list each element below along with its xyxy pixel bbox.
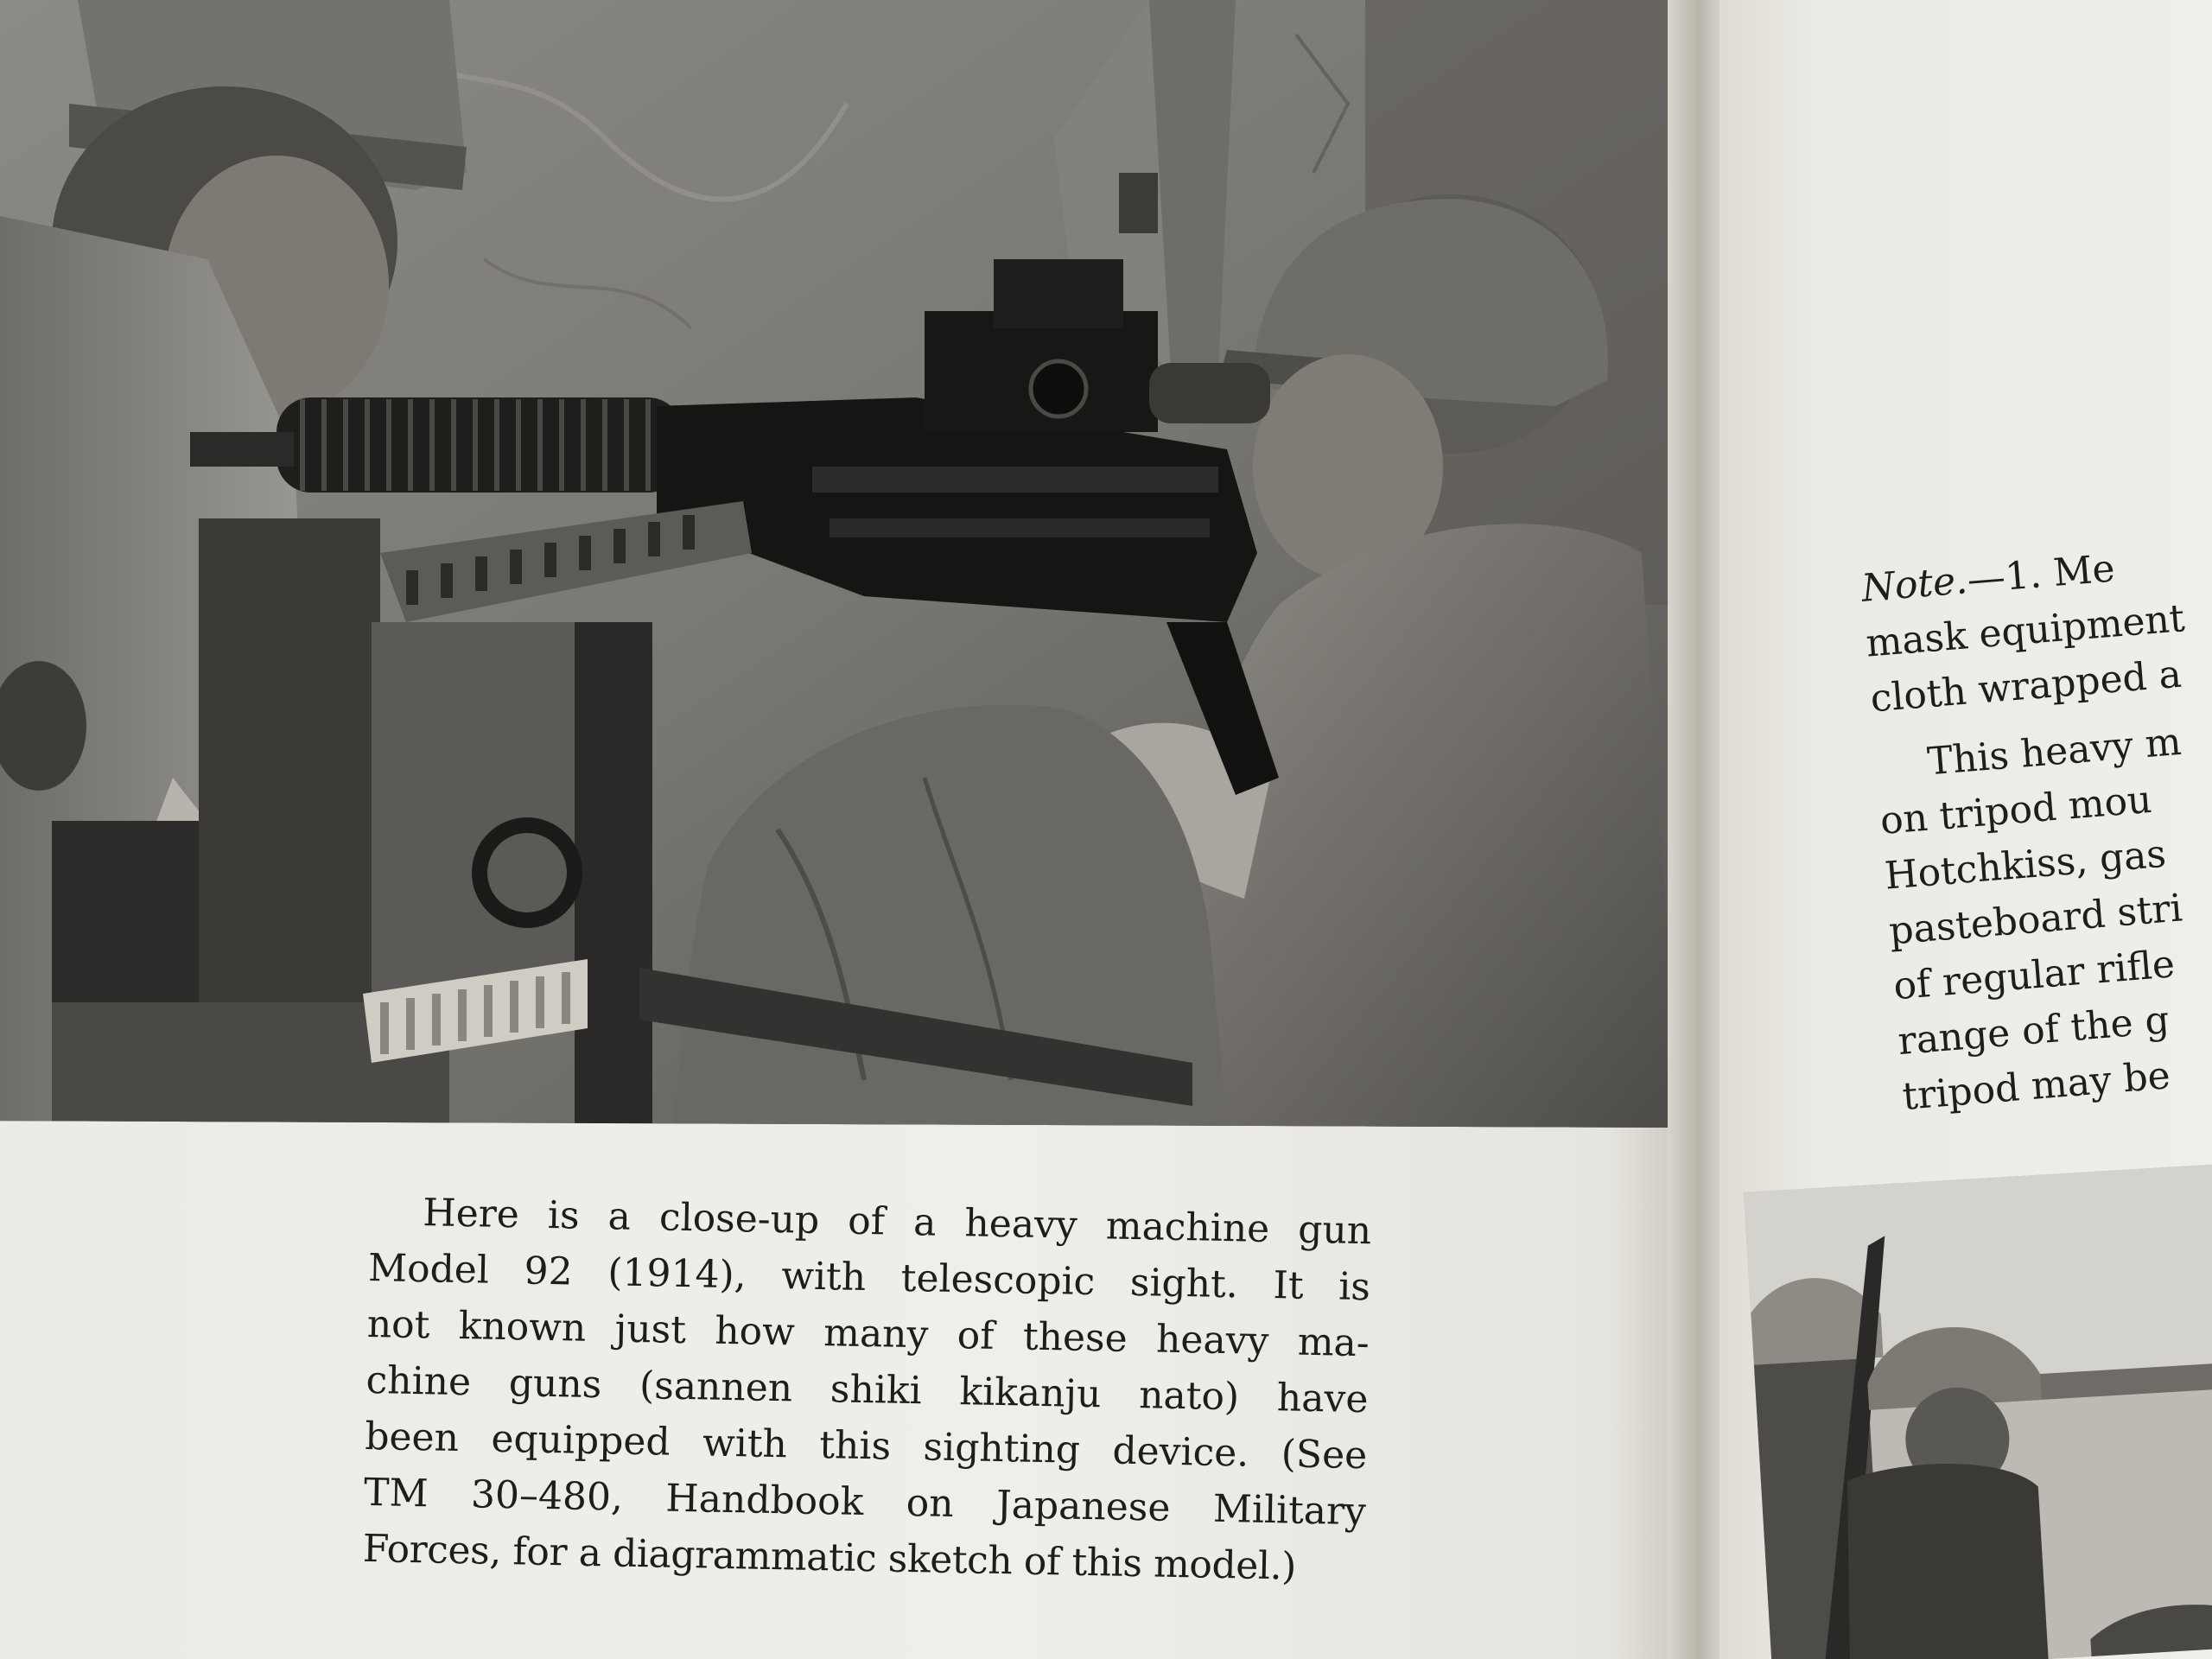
caption-line: Forces, for a diagrammatic sketch of this model.) [362, 1526, 1297, 1589]
text-line: of regular rifle [1891, 942, 2177, 1009]
right-page-text [1859, 525, 2212, 1125]
text-line: Hotchkiss, gas [1883, 831, 2168, 899]
text-line: cloth wrapped a [1868, 652, 2183, 721]
caption-line: chine guns (sannen shiki kikanju nato) have [365, 1357, 1369, 1422]
soldiers-photograph [1744, 1164, 2212, 1659]
caption-line: Model 92 (1914), with telescopic sight. It is [367, 1245, 1371, 1310]
text-line: pasteboard stri [1887, 886, 2184, 954]
photo-caption [362, 1184, 1372, 1596]
caption-line: been equipped with this sighting device. (See [364, 1414, 1368, 1478]
caption-line: not known just how many of these heavy ma- [366, 1301, 1370, 1366]
note-text: —1. Me [1965, 546, 2117, 602]
caption-line: TM 30–480, Handbook on Japanese Military [363, 1470, 1367, 1535]
text-line: range of the g [1896, 998, 2171, 1065]
text-line: on tripod mou [1878, 777, 2154, 843]
text-line: This heavy m [1925, 719, 2183, 785]
text-line: mask equipment [1864, 596, 2187, 666]
note-label: Note. [1859, 558, 1969, 611]
caption-line: Here is a close-up of a heavy machine gun [422, 1191, 1372, 1254]
text-line: tripod may be [1900, 1053, 2172, 1119]
